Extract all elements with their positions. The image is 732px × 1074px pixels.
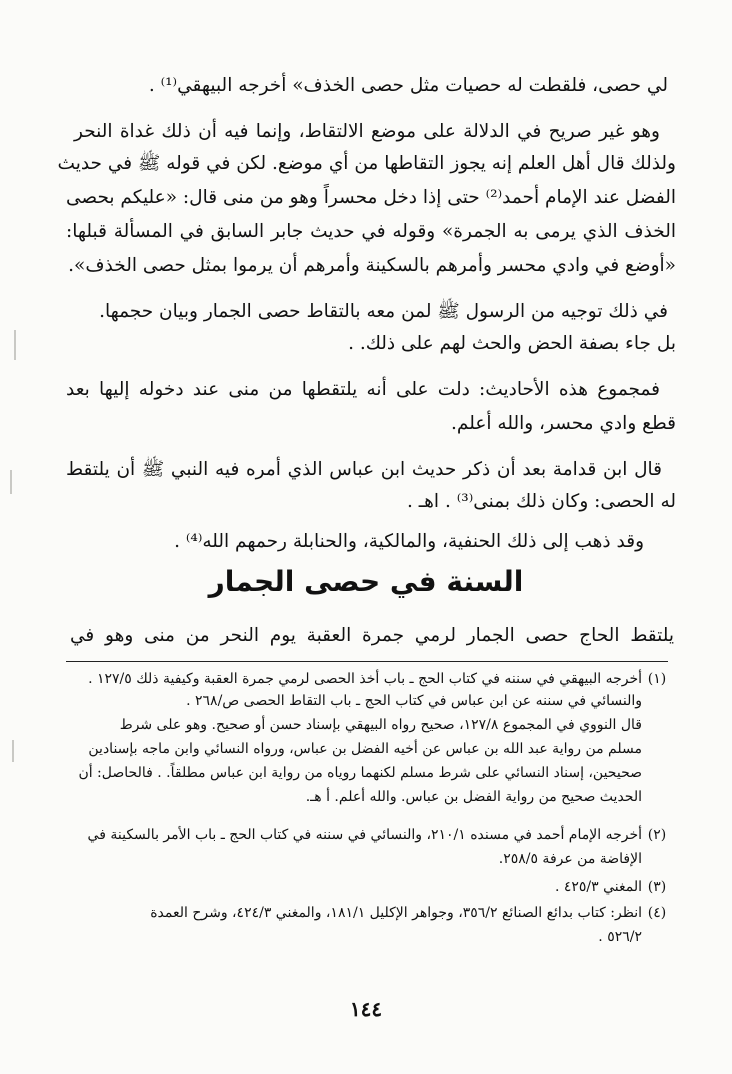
scan-artifact [10, 470, 12, 494]
page-number: ١٤٤ [349, 997, 383, 1021]
footnote-line: الإفاضة من عرفة ٢٥٨/٥. [498, 851, 642, 867]
footnote-line: انظر: كتاب بدائع الصنائع ٣٥٦/٢، وجواهر الإكليل ١٨١/١، والمغني ٤٢٤/٣، وشرح العمدة [150, 905, 642, 921]
footnote-number: (٤) [647, 905, 667, 921]
footnote-line: مسلم من رواية عبد الله بن عباس عن أخيه الفضل بن عباس، ورواه النسائي وابن ماجه بإسنادين [88, 741, 642, 757]
body-line: قطع وادي محسر، والله أعلم. [451, 413, 676, 434]
body-line: «أوضع في وادي محسر وأمرهم بالسكينة وأمرهم أن يرموا بمثل حصى الخذف». [68, 255, 676, 276]
footnote-divider [66, 661, 668, 662]
body-line: وهو غير صريح في الدلالة على موضع الالتقاط، وإنما فيه أن ذلك غداة النحر [74, 121, 660, 142]
footnote-line: أخرجه الإمام أحمد في مسنده ٢١٠/١، والنسائي في سننه في كتاب الحج ـ باب الأمر بالسكينة في [87, 827, 642, 843]
footnote-line: والنسائي في سننه عن ابن عباس في كتاب الحج ـ باب التقاط الحصى ص/٢٦٨ . [186, 693, 642, 709]
section-first-line: يلتقط الحاج حصى الجمار لرمي جمرة العقبة يوم النحر من منى وهو في [70, 625, 674, 646]
body-line: وقد ذهب إلى ذلك الحنفية، والمالكية، والحنابلة رحمهم الله⁽⁴⁾ . [174, 531, 644, 552]
body-line: فمجموع هذه الأحاديث: دلت على أنه يلتقطها من منى عند دخوله إليها بعد [66, 379, 660, 400]
footnote-line: قال النووي في المجموع ١٢٧/٨، صحيح رواه البيهقي بإسناد حسن أو صحيح. وهو على شرط [119, 717, 642, 733]
body-line: قال ابن قدامة بعد أن ذكر حديث ابن عباس الذي أمره فيه النبي ﷺ أن يلتقط [66, 459, 662, 480]
footnote-number: (١) [647, 671, 667, 687]
section-heading: السنة في حصى الجمار [208, 565, 524, 598]
footnote-line: أخرجه البيهقي في سننه في كتاب الحج ـ باب أخذ الحصى لرمي جمرة العقبة وكيفية ذلك ١٢٧/٥ . [88, 671, 642, 687]
footnote-number: (٢) [647, 827, 667, 843]
body-line: لي حصى، فلقطت له حصيات مثل حصى الخذف» أخرجه البيهقي⁽¹⁾ . [148, 75, 668, 96]
body-line: بل جاء بصفة الحض والحث لهم على ذلك. . [348, 333, 676, 354]
body-line: الفضل عند الإمام أحمد⁽²⁾ حتى إذا دخل محسراً وهو من منى قال: «عليكم بحصى [66, 187, 676, 208]
footnote-line: المغني ٤٢٥/٣ . [554, 879, 642, 895]
body-line: له الحصى: وكان ذلك بمنى⁽³⁾ . اهـ . [407, 491, 676, 512]
scan-artifact [14, 330, 16, 360]
scan-artifact [12, 740, 14, 762]
footnote-number: (٣) [647, 879, 667, 895]
body-line: الخذف الذي يرمى به الجمرة» وقوله في حديث جابر السابق في المسألة قبلها: [66, 221, 676, 242]
body-line: في ذلك توجيه من الرسول ﷺ لمن معه بالتقاط حصى الجمار وبيان حجمها. [99, 301, 668, 322]
footnote-line: ٥٢٦/٢ . [598, 929, 642, 945]
footnote-line: الحديث صحيح من رواية الفضل بن عباس. والله أعلم. أ هـ. [305, 789, 642, 805]
footnote-line: صحيحين، إسناد النسائي على شرط مسلم لكنهما روياه من رواية ابن عباس مطلقاً. . فالحاصل: أن [78, 765, 642, 781]
body-line: ولذلك قال أهل العلم إنه يجوز التقاطها من أي موضع. لكن في قوله ﷺ في حديث [57, 153, 676, 174]
